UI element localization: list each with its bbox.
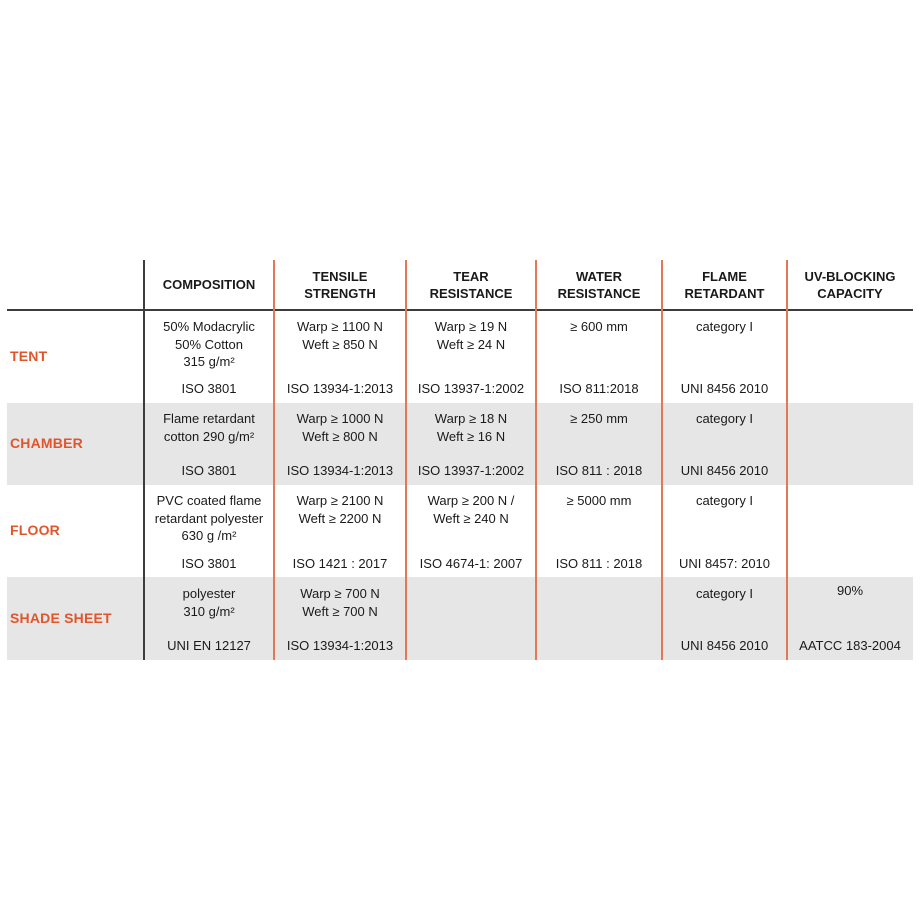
header-uv-blocking: UV-BLOCKING CAPACITY [804, 268, 896, 301]
row-label-tent: TENT [10, 348, 48, 364]
row-label-chamber: CHAMBER [10, 435, 83, 451]
chamber-water-standard: ISO 811 : 2018 [555, 463, 643, 478]
shade-sheet-flame: category I [695, 586, 754, 601]
shade-sheet-tensile: Warp ≥ 700 N Weft ≥ 700 N [300, 586, 380, 619]
tent-flame: category I [695, 319, 754, 334]
divider-flame [786, 260, 788, 660]
chamber-composition-standard: ISO 3801 [181, 463, 237, 478]
header-water-resistance: WATER RESISTANCE [557, 268, 641, 301]
shade-sheet-uv-standard: AATCC 183-2004 [799, 638, 901, 653]
tent-tensile-standard: ISO 13934-1:2013 [286, 381, 394, 396]
divider-tensile [405, 260, 407, 660]
shade-sheet-composition-standard: UNI EN 12127 [167, 638, 251, 653]
tent-composition-standard: ISO 3801 [181, 381, 237, 396]
floor-flame: category I [695, 493, 754, 508]
spec-table [7, 260, 913, 660]
shade-sheet-flame-standard: UNI 8456 2010 [680, 638, 769, 653]
tent-tear: Warp ≥ 19 N Weft ≥ 24 N [434, 319, 508, 352]
chamber-tear-standard: ISO 13937-1:2002 [417, 463, 525, 478]
divider-water [661, 260, 663, 660]
chamber-tensile: Warp ≥ 1000 N Weft ≥ 800 N [296, 411, 384, 444]
shade-sheet-uv: 90% [836, 583, 864, 598]
floor-composition: PVC coated flame retardant polyester 630 g /m² [154, 493, 264, 543]
chamber-tensile-standard: ISO 13934-1:2013 [286, 463, 394, 478]
header-tensile-strength: TENSILE STRENGTH [304, 268, 376, 301]
chamber-tear: Warp ≥ 18 N Weft ≥ 16 N [434, 411, 508, 444]
header-composition: COMPOSITION [162, 277, 256, 292]
shade-sheet-composition: polyester 310 g/m² [182, 586, 236, 619]
tent-water: ≥ 600 mm [570, 319, 628, 334]
tent-tear-standard: ISO 13937-1:2002 [417, 381, 525, 396]
divider-tear [535, 260, 537, 660]
chamber-flame: category I [695, 411, 754, 426]
row-label-floor: FLOOR [10, 522, 60, 538]
header-tear-resistance: TEAR RESISTANCE [429, 268, 513, 301]
floor-flame-standard: UNI 8457: 2010 [678, 556, 771, 571]
chamber-composition: Flame retardant cotton 290 g/m² [163, 411, 255, 444]
chamber-flame-standard: UNI 8456 2010 [680, 463, 769, 478]
tent-tensile: Warp ≥ 1100 N Weft ≥ 850 N [297, 319, 383, 352]
chamber-water: ≥ 250 mm [570, 411, 628, 426]
shade-sheet-tensile-standard: ISO 13934-1:2013 [286, 638, 394, 653]
floor-tear-standard: ISO 4674-1: 2007 [419, 556, 523, 571]
floor-water-standard: ISO 811 : 2018 [555, 556, 643, 571]
floor-tear: Warp ≥ 200 N / Weft ≥ 240 N [427, 493, 515, 526]
floor-tensile: Warp ≥ 2100 N Weft ≥ 2200 N [296, 493, 384, 526]
tent-flame-standard: UNI 8456 2010 [680, 381, 769, 396]
floor-water: ≥ 5000 mm [566, 493, 632, 508]
floor-tensile-standard: ISO 1421 : 2017 [292, 556, 388, 571]
tent-composition: 50% Modacrylic 50% Cotton 315 g/m² [163, 319, 255, 369]
header-flame-retardant: FLAME RETARDANT [684, 268, 765, 301]
floor-composition-standard: ISO 3801 [181, 556, 237, 571]
row-label-shade-sheet: SHADE SHEET [10, 610, 112, 626]
divider-composition [273, 260, 275, 660]
divider-label-column [143, 260, 145, 660]
tent-water-standard: ISO 811:2018 [559, 381, 639, 396]
